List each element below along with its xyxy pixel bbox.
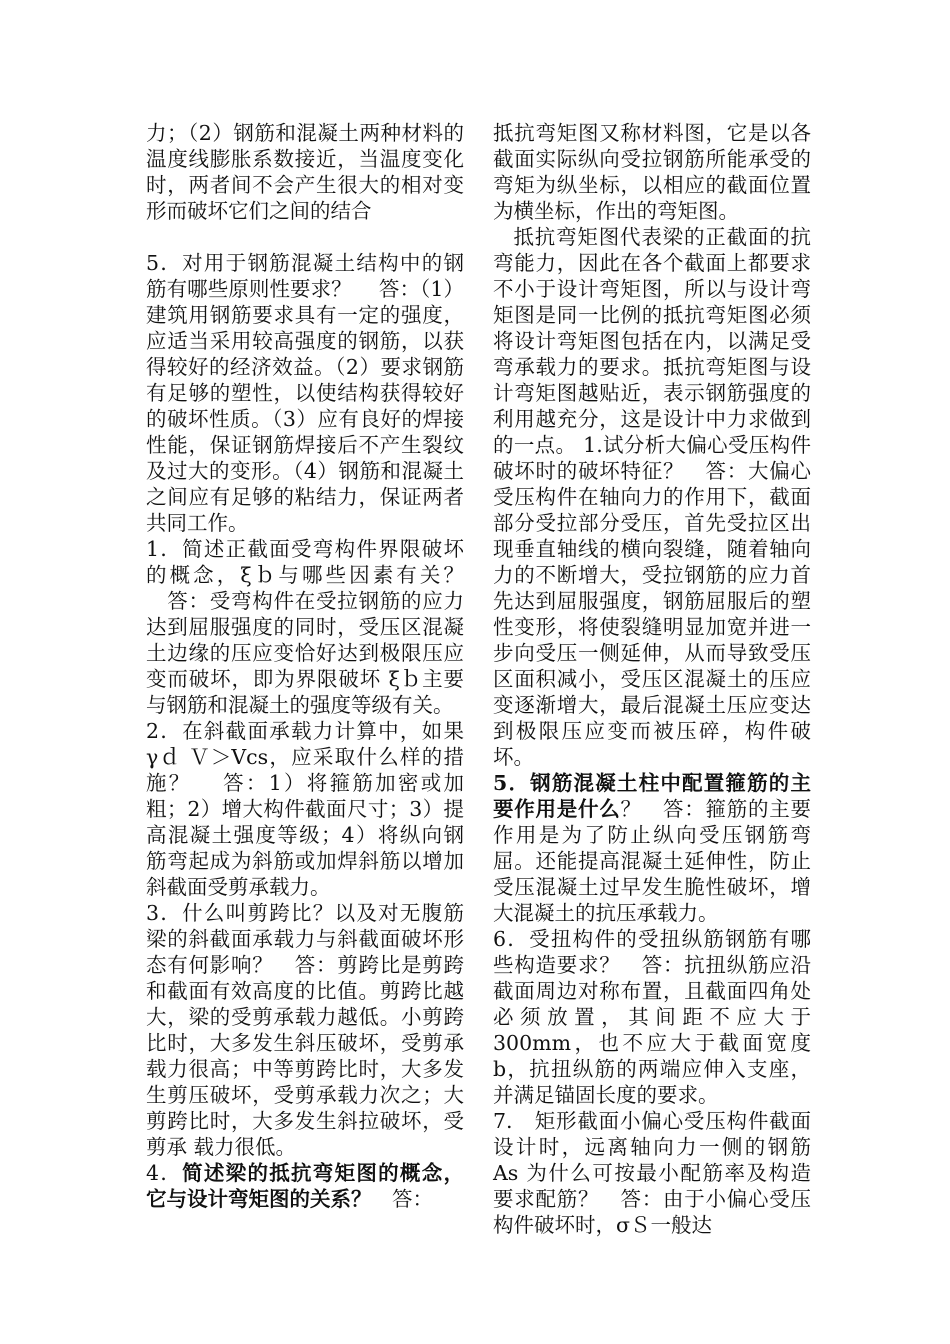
paragraph-q4-resisting-moment — [146, 1160, 464, 1212]
paragraph-gap — [146, 224, 464, 250]
paragraph-q5-stirrups — [493, 770, 811, 926]
q4-answer-label: 答： — [371, 1187, 433, 1211]
paragraph-q2-shear-measures: 2．在斜截面承载力计算中，如果 γｄ Ｖ＞Vcs，应采取什么样的措施？ 答：1）将箍筋加密或加粗；2）增大构件截面尺寸；3）提高混凝土强度等级；4）将纵向钢筋弯起成为斜筋或加焊斜筋以增加斜截面受剪承载力。 — [146, 719, 464, 899]
paragraph-resisting-moment-and-large-eccentric: 抵抗弯矩图代表梁的正截面的抗弯能力，因此在各个截面上都要求不小于设计弯矩图，所以与设计弯矩图是同一比例的抵抗弯矩图必须将设计弯矩图包括在内，以满足受弯承载力的要求。抵抗弯矩图与设计弯矩图越贴近，表示钢筋强度的利用越充分，这是设计中力求做到的一点。 1.试分析大偏心受压构件破坏时的破坏特征？ 答：大偏心受压构件在轴向力的作用下，截面部分受拉部分受压，首先受拉区出现垂直轴线的横向裂缝，随着轴向力的不断增大，受拉钢筋的应力首先达到屈服强度，钢筋屈服后的塑性变形，将使裂缝明显加宽并进一步向受压一侧延伸，从而导致受压区面积减小，受压区混凝土的压应变逐渐增大，最后混凝土压应变达到极限压应变而被压碎，构件破坏。 — [493, 225, 811, 769]
paragraph-q5-rebar-requirements: 5．对用于钢筋混凝土结构中的钢筋有哪些原则性要求？ 答：（1）建筑用钢筋要求具有一定的强度，应适当采用较高强度的钢筋，以获得较好的经济效益。（2）要求钢筋有足够的塑性，以使结构获得较好的破坏性质。（3）应有良好的焊接性能，保证钢筋焊接后不产生裂纹及过大的变形。（4）钢筋和混凝土之间应有足够的粘结力，保证两者共同工作。 — [146, 251, 464, 535]
paragraph-q3-shear-span-ratio: 3．什么叫剪跨比？以及对无腹筋梁的斜截面承载力与斜截面破坏形态有何影响？ 答：剪跨比是剪跨和截面有效高度的比值。剪跨比越大，梁的受剪承载力越低。小剪跨比时，大多发生斜压破坏，受剪承载力很高；中等剪跨比时，大多发生剪压破坏，受剪承载力次之；大剪跨比时，大多发生斜拉破坏，受剪承 载力很低。 — [146, 901, 464, 1159]
q5-question-bold: 5．钢筋混凝土柱中配置箍筋的主要作用是什么 — [493, 771, 811, 821]
left-column — [146, 120, 464, 1212]
paragraph-q1-balanced-failure: 1．简述正截面受弯构件界限破坏的概念，ξｂ与哪些因素有关？ 答：受弯构件在受拉钢筋的应力达到屈服强度的同时，受压区混凝土边缘的压应变恰好达到极限压应变而破坏，即为界限破坏 ξｂ主要与钢筋和混凝土的强度等级有关。 — [146, 537, 464, 717]
paragraph-q7-small-eccentric: 7. 矩形截面小偏心受压构件截面设计时，远离轴向力一侧的钢筋 As 为什么可按最小配筋率及构造要求配筋？ 答：由于小偏心受压构件破坏时，σＳ一般达 — [493, 1109, 811, 1237]
paragraph-q4-answer: 抵抗弯矩图又称材料图，它是以各截面实际纵向受拉钢筋所能承受的弯矩为纵坐标，以相应的截面位置为横坐标，作出的弯矩图。 — [493, 121, 811, 223]
paragraph-bond-continuation: 力；（2）钢筋和混凝土两种材料的温度线膨胀系数接近，当温度变化时，两者间不会产生很大的相对变形而破坏它们之间的结合 — [146, 121, 464, 223]
paragraph-q6-torsion-rebar: 6．受扭构件的受扭纵筋钢筋有哪些构造要求？ 答：抗扭纵筋应沿截面周边对称布置，且截面四角处必须放置，其间距不应大于 300mm，也不应大于截面宽度 b，抗扭纵筋的两端应伸入支座，并满足锚固长度的要求。 — [493, 927, 811, 1107]
q5-answer: ？ 答：箍筋的主要作用是为了防止纵向受压钢筋弯屈。还能提高混凝土延伸性，防止受压混凝土过早发生脆性破坏，增大混凝土的抗压承载力。 — [493, 797, 811, 925]
q4-question-bold: 简述梁的抵抗弯矩图的概念，它与设计弯矩图的关系？ — [146, 1161, 464, 1211]
q4-number: 4． — [146, 1161, 183, 1185]
right-column — [493, 120, 811, 1238]
